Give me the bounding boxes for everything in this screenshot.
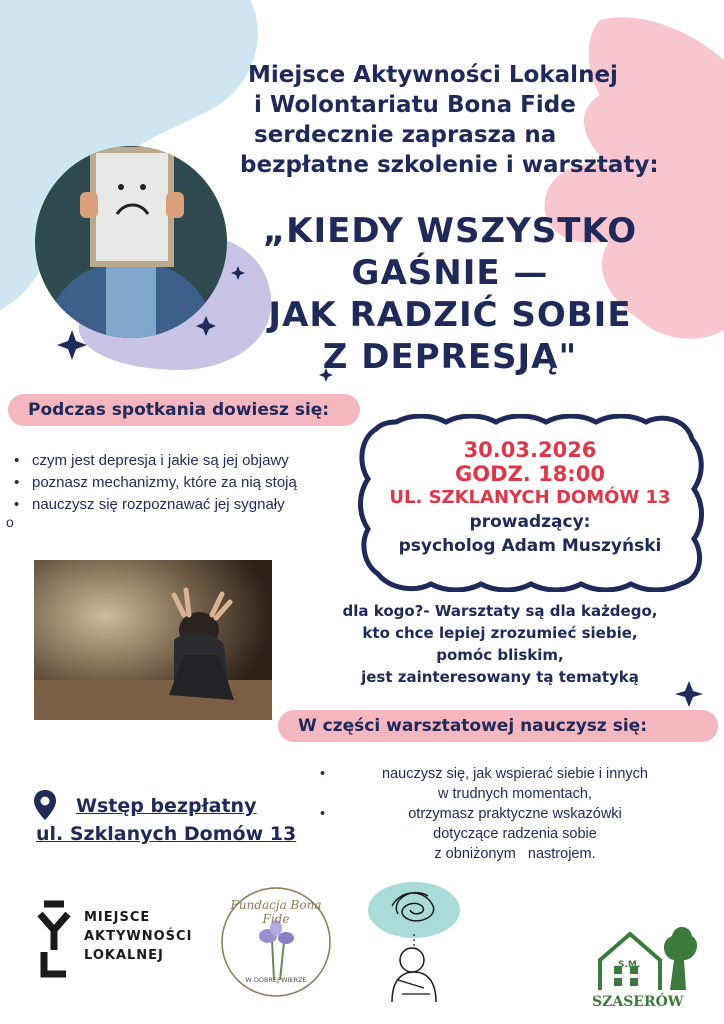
host-label: prowadzący: xyxy=(469,512,591,532)
event-title xyxy=(240,210,660,378)
mal-logo xyxy=(34,900,214,980)
bona-fide-ring-text: W DOBREJ WIERZE xyxy=(245,976,307,984)
item-line: otrzymasz praktyczne wskazówki xyxy=(408,806,622,822)
title-line: JAK RADZIĆ SOBIE xyxy=(268,295,632,335)
header-line: i Wolontariatu Bona Fide xyxy=(254,92,576,118)
audience-text xyxy=(300,600,700,688)
audience-line: kto chce lepiej zrozumieć siebie, xyxy=(362,624,638,642)
workshop-list xyxy=(320,764,710,864)
mal-logo-mark xyxy=(34,900,74,980)
szaserow-logo xyxy=(590,920,700,1020)
workshop-pill: W części warsztatowej nauczysz się: xyxy=(278,710,718,742)
organizer-invitation xyxy=(240,60,710,180)
stressed-head-illustration xyxy=(362,876,466,1008)
audience-line: jest zainteresowany tą tematyką xyxy=(361,668,639,686)
list-item: • czym jest depresja i jakie są jej objawy xyxy=(14,450,297,472)
sad-person-photo xyxy=(34,560,272,720)
free-entry-text: Wstęp bezpłatny xyxy=(76,795,257,817)
list-item: • poznasz mechanizmy, które za nią stoją xyxy=(14,472,297,494)
item-line: z obniżonym nastrojem. xyxy=(434,846,596,862)
event-time: GODZ. 18:00 xyxy=(455,462,605,486)
learn-list xyxy=(14,450,297,516)
mal-logo-line: LOKALNEJ xyxy=(84,948,164,963)
host-name: psycholog Adam Muszyński xyxy=(398,536,662,556)
event-date: 30.03.2026 xyxy=(463,438,597,462)
sad-face-photo xyxy=(20,142,242,342)
szaserow-top: S.M. xyxy=(618,960,641,970)
bona-fide-script: Fundacja Bona Fide xyxy=(230,898,322,926)
title-line: „KIEDY WSZYSTKO xyxy=(262,211,638,251)
mal-logo-line: AKTYWNOŚCI xyxy=(84,929,193,944)
list-item: • nauczysz się rozpoznawać jej sygnały xyxy=(14,494,297,516)
stray-mark: o xyxy=(6,514,14,530)
title-line: GAŚNIE — xyxy=(351,253,549,293)
item-line: dotyczące radzenia sobie xyxy=(433,826,597,842)
entry-info xyxy=(36,792,296,848)
title-line: Z DEPRESJĄ" xyxy=(322,337,578,377)
audience-line: pomóc bliskim, xyxy=(436,646,564,664)
bullet-icon: • xyxy=(320,806,326,822)
learn-pill: Podczas spotkania dowiesz się: xyxy=(8,394,360,426)
list-item xyxy=(320,804,710,864)
item-line: nauczysz się, jak wspierać siebie i innych xyxy=(382,766,648,782)
bullet-icon: • xyxy=(320,766,326,782)
szaserow-name: SZASERÓW xyxy=(592,994,684,1010)
header-line: Miejsce Aktywności Lokalnej xyxy=(248,62,618,88)
list-item xyxy=(320,764,710,804)
item-line: w trudnych momentach, xyxy=(438,786,592,802)
header-line: serdecznie zaprasza na xyxy=(254,122,557,148)
bona-fide-logo xyxy=(214,880,338,1004)
mal-logo-line: MIEJSCE xyxy=(84,910,151,925)
event-details xyxy=(360,418,700,588)
event-address: UL. SZKLANYCH DOMÓW 13 xyxy=(389,487,671,508)
header-line: bezpłatne szkolenie i warsztaty: xyxy=(240,152,659,178)
entry-address: ul. Szklanych Domów 13 xyxy=(36,823,297,845)
audience-line: dla kogo?- Warsztaty są dla każdego, xyxy=(342,602,658,620)
